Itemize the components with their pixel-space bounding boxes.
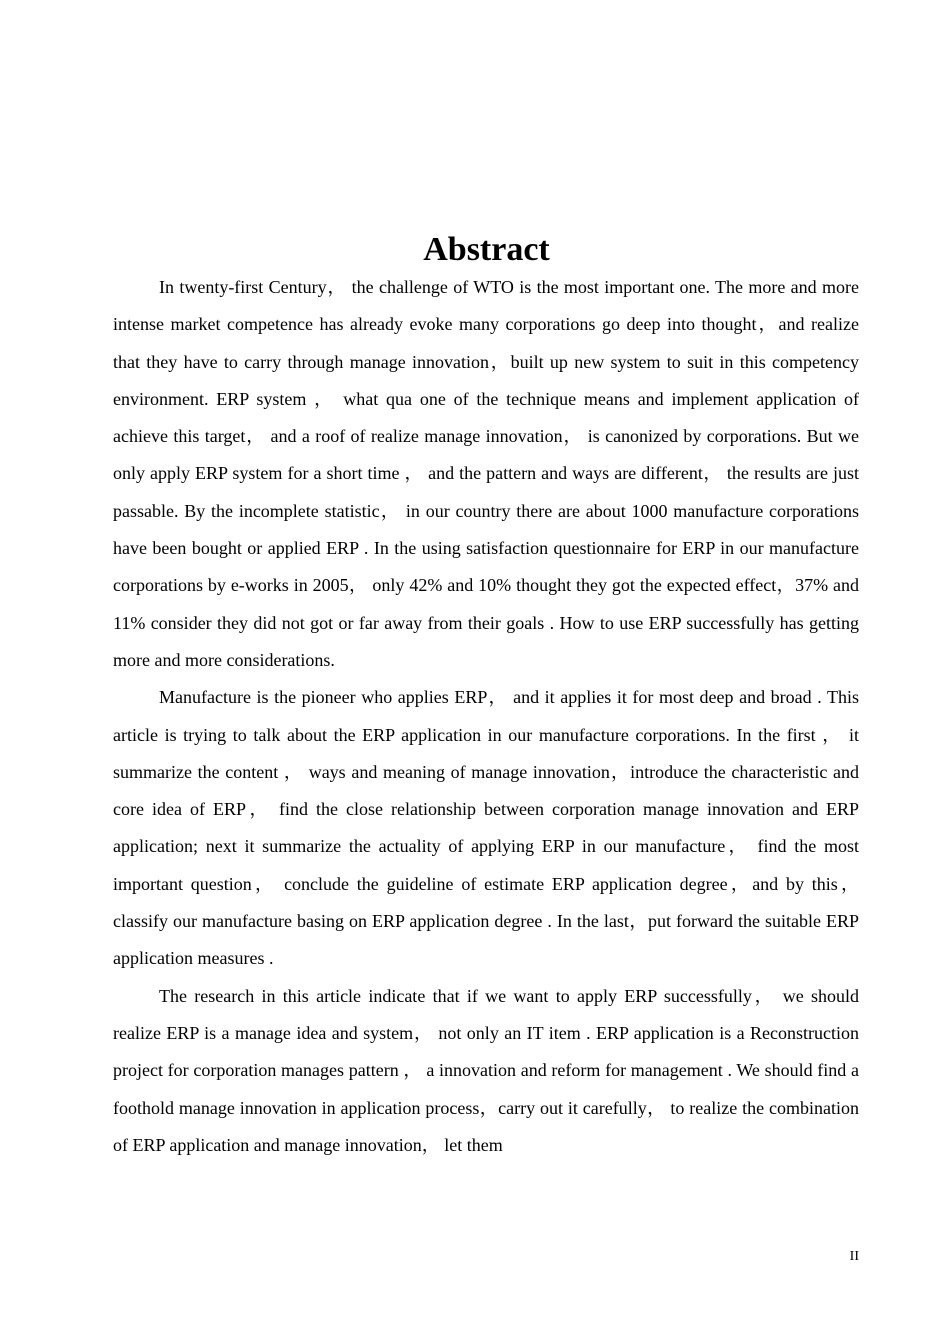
abstract-body	[113, 269, 859, 1164]
abstract-paragraph: Manufacture is the pioneer who applies ERP， and it applies it for most deep and broad . This article is trying to talk about the ERP application in our manufacture corporations. In the first ， it summarize the content ， ways and meaning of manage innovation，introduce the characteristic and core idea of ERP， find the close relationship between corporation manage innovation and ERP application; next it summarize the actuality of applying ERP in our manufacture， find the most important question， conclude the guideline of estimate ERP application degree，and by this，classify our manufacture basing on ERP application degree . In the last，put forward the suitable ERP application measures .	[113, 687, 859, 969]
abstract-paragraph: In twenty-first Century， the challenge of WTO is the most important one. The more and more intense market competence has already evoke many corporations go deep into thought，and realize that they have to carry through manage innovation，built up new system to suit in this competency environment. ERP system ， what qua one of the technique means and implement application of achieve this target， and a roof of realize manage innovation， is canonized by corporations. But we only apply ERP system for a short time ， and the pattern and ways are different， the results are just passable. By the incomplete statistic， in our country there are about 1000 manufacture corporations have been bought or applied ERP . In the using satisfaction questionnaire for ERP in our manufacture corporations by e-works in 2005， only 42% and 10% thought they got the expected effect，37% and 11% consider they did not got or far away from their goals . How to use ERP successfully has getting more and more considerations.	[113, 277, 859, 670]
page-number: II	[849, 1249, 859, 1264]
abstract-paragraph: The research in this article indicate that if we want to apply ERP successfully， we should realize ERP is a manage idea and system， not only an IT item . ERP application is a Reconstruction project for corporation manages pattern ， a innovation and reform for management . We should find a foothold manage innovation in application process，carry out it carefully， to realize the combination of ERP application and manage innovation， let them	[113, 985, 859, 1155]
page-title: Abstract	[423, 231, 550, 268]
